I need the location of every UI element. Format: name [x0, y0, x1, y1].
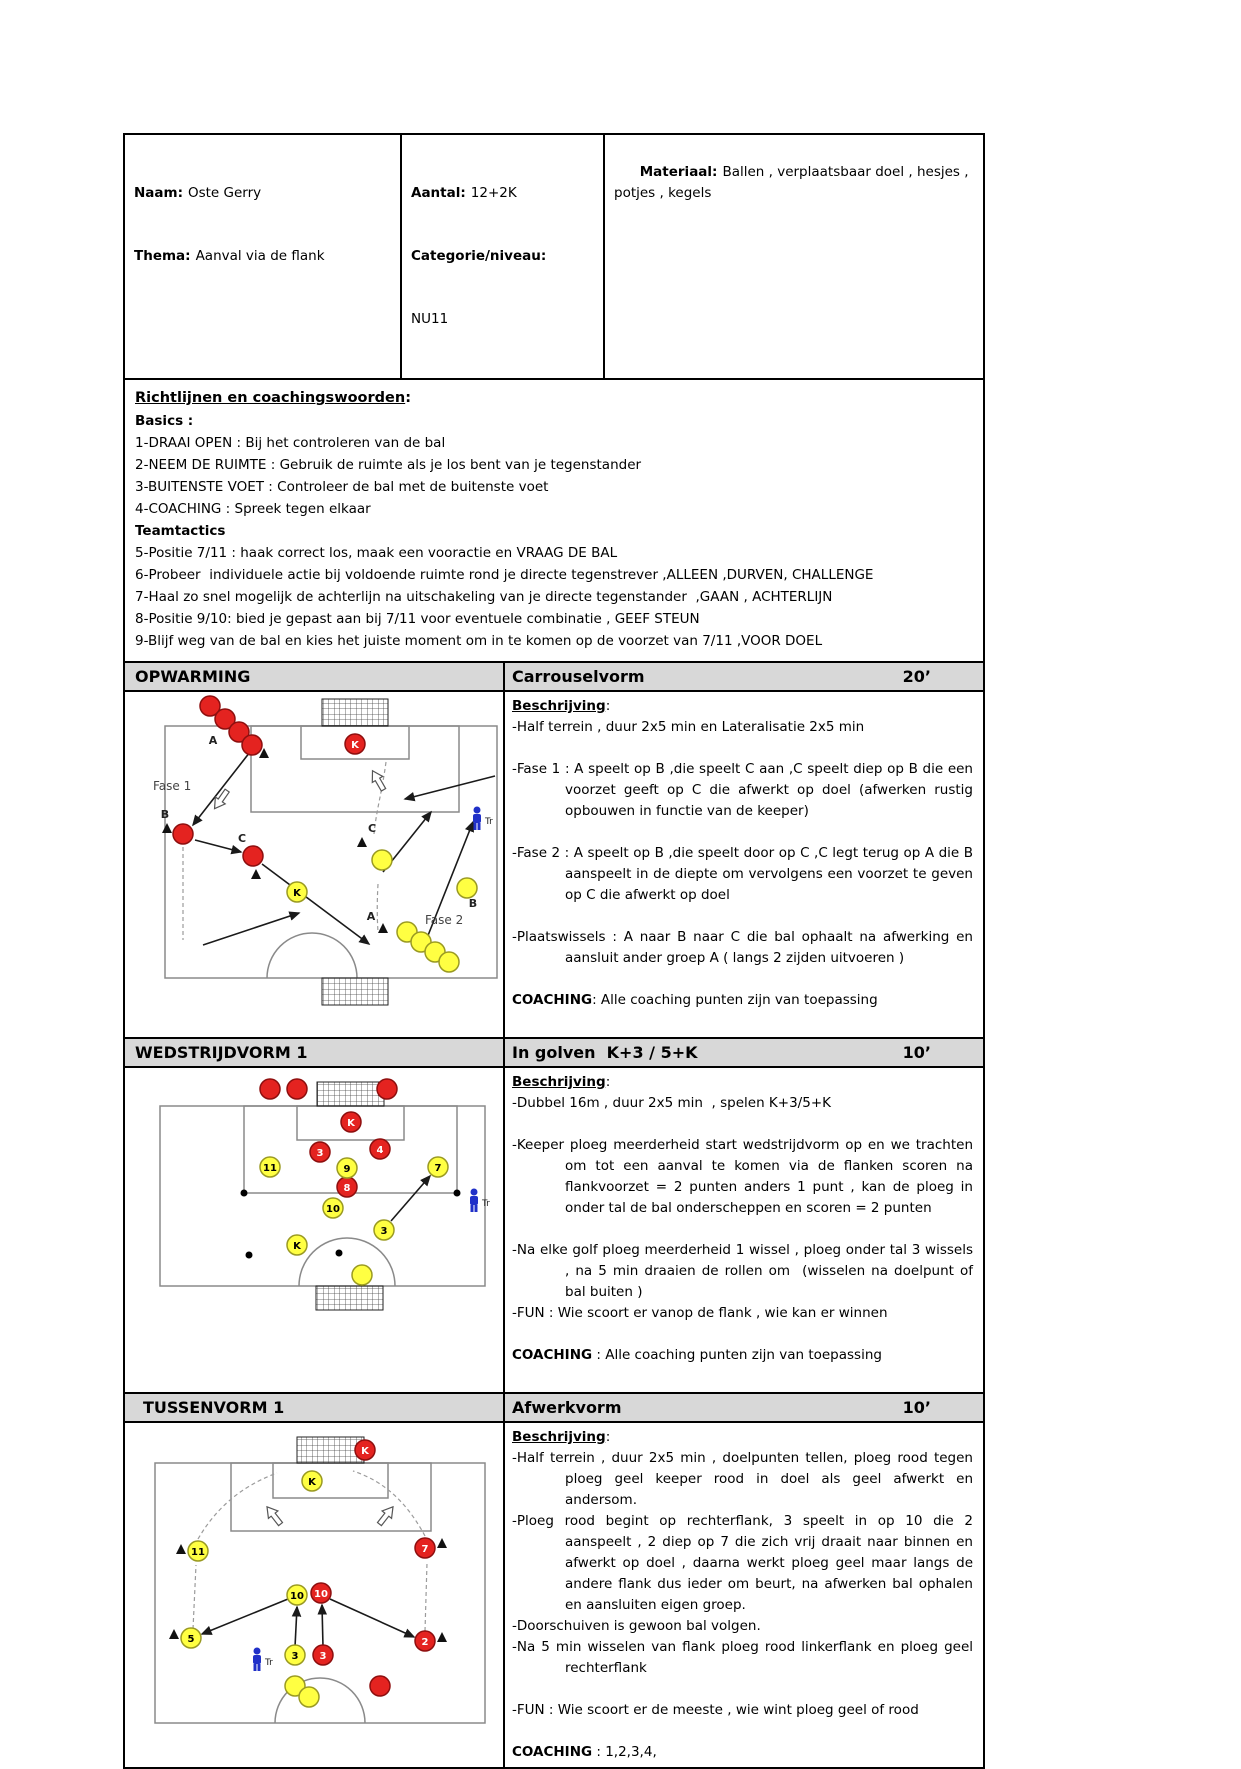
svg-text:3: 3: [291, 1651, 299, 1662]
yellow-players: [260, 1157, 448, 1285]
description-line: -Ploeg rood begint op rechterflank, 3 speelt in op 10 die 2 aanspeelt , 2 diep op 7 die zich vrij draait naar binnen en afwerkt op doel , daarna werkt ploeg geel maar langs de andere flank dus ieder om beurt, na afwerken bal ophalen en aansluiten eigen groep.: [512, 1513, 978, 1613]
yellow-players: [372, 850, 477, 972]
description-line: -Half terrein , duur 2x5 min , doelpunten tellen, ploeg rood tegen ploeg geel keeper rood in doel als geel afwerkt en andersom.: [512, 1450, 978, 1508]
teamtactics-label: Teamtactics: [135, 523, 226, 539]
description-line: -Fase 1 : A speelt op B ,die speelt C aan ,C speelt diep op B die een voorzet geeft op C die afwerkt op doel (afwerken rustig opbouwen in functie van de keeper): [512, 761, 978, 819]
richtlijnen-title: Richtlijnen en coachingswoorden:: [135, 390, 412, 406]
trainer-icon: [473, 807, 493, 831]
cones: [169, 1538, 447, 1642]
goal-bottom: [322, 978, 388, 1005]
thema-label: Thema:: [134, 248, 191, 264]
svg-text:2: 2: [421, 1637, 429, 1648]
aantal-value: 12+2K: [470, 185, 517, 201]
aantal-label: Aantal:: [411, 185, 466, 201]
svg-text:B: B: [160, 808, 170, 821]
exercise-duration: 10’: [902, 1043, 931, 1062]
svg-text:10: 10: [314, 1589, 328, 1600]
coaching-line: COACHING : Alle coaching punten zijn van toepassing: [512, 1347, 882, 1363]
description-wedstrijdvorm: [505, 1068, 983, 1392]
pitch-diagram-2: [125, 1068, 503, 1392]
player-red: [243, 846, 263, 866]
coaching-line: COACHING : 1,2,3,4,: [512, 1744, 657, 1760]
trainer-label: Tr: [265, 1658, 273, 1668]
header-cell-aantal-categorie: [402, 135, 605, 378]
svg-text:B: B: [468, 897, 478, 910]
keeper-label: K: [347, 1118, 355, 1129]
svg-text:7: 7: [421, 1544, 429, 1555]
thema-line: [134, 246, 391, 267]
svg-text:8: 8: [343, 1183, 351, 1194]
coaching-line: COACHING: Alle coaching punten zijn van toepassing: [512, 992, 878, 1008]
run-arrow-icon: [367, 768, 388, 793]
pass-arrow: [391, 1176, 430, 1221]
beschrijving-heading: Beschrijving:: [512, 698, 611, 714]
tactics-item: 7-Haal zo snel mogelijk de achterlijn na uitschakeling van je directe tegenstander ,GAAN , ACHTERLIJN: [135, 589, 833, 605]
svg-text:3: 3: [316, 1148, 324, 1159]
naam-value: Oste Gerry: [187, 185, 262, 201]
header-row: [125, 135, 983, 380]
description-line: -FUN : Wie scoort er vanop de flank , wie kan er winnen: [512, 1305, 888, 1321]
description-line: -Plaatswissels : A naar B naar C die bal ophaalt na afwerking en aansluit ander groep A ( langs 2 zijden uitvoeren ): [512, 929, 978, 966]
tactics-item: 6-Probeer individuele actie bij voldoende ruimte rond je directe tegenstrever ,ALLEEN ,DURVEN, CHALLENGE: [135, 567, 874, 583]
materiaal-label: Materiaal:: [639, 164, 718, 180]
svg-text:7: 7: [434, 1163, 442, 1174]
diagram-wedstrijdvorm: [125, 1068, 505, 1392]
svg-text:Fase 2: Fase 2: [425, 913, 464, 927]
richtlijnen-box: [125, 380, 983, 663]
description-line: -Fase 2 : A speelt op B ,die speelt door op C ,C legt terug op A die B aanspeelt in de diepte om vervolgens een voorzet te geven op C die afwerkt op doel: [512, 845, 978, 903]
goal-top: [322, 699, 388, 726]
svg-text:11: 11: [263, 1163, 277, 1174]
red-players: [311, 1538, 435, 1696]
basics-item: 2-NEEM DE RUIMTE : Gebruik de ruimte als je los bent van je tegenstander: [135, 457, 642, 473]
trainer-icon: [470, 1189, 490, 1213]
section-title: TUSSENVORM 1: [125, 1394, 505, 1421]
description-line: -Dubbel 16m , duur 2x5 min , spelen K+3/5+K: [512, 1095, 831, 1111]
svg-text:4: 4: [376, 1145, 384, 1156]
section-header-tussenvorm: [125, 1394, 983, 1423]
categorie-value: NU11: [411, 311, 449, 327]
goal-bottom: [316, 1286, 383, 1310]
pitch-diagram-1: [125, 692, 503, 1037]
svg-text:9: 9: [343, 1164, 351, 1175]
naam-line: [134, 183, 391, 204]
trainer-label: Tr: [485, 817, 493, 827]
pitch-lines: [165, 726, 497, 978]
description-line: -Doorschuiven is gewoon bal volgen.: [512, 1618, 761, 1634]
materiaal-value: Ballen , verplaatsbaar doel , hesjes , potjes , kegels: [614, 164, 973, 201]
goal-top: [317, 1082, 384, 1106]
player-red: [173, 824, 193, 844]
thema-value: Aanval via de flank: [195, 248, 325, 264]
section-body-opwarming: [125, 692, 983, 1039]
svg-text:5: 5: [187, 1634, 195, 1645]
keeper-label: K: [293, 1241, 301, 1252]
exercise-name: In golven K+3 / 5+K: [512, 1043, 698, 1062]
categorie-label: Categorie/niveau:: [411, 248, 547, 264]
section-body-tussenvorm: [125, 1423, 983, 1767]
beschrijving-heading: Beschrijving:: [512, 1429, 611, 1445]
zone-dots: [241, 1190, 461, 1259]
description-line: -Na elke golf ploeg meerderheid 1 wissel , ploeg onder tal 3 wissels , na 5 min draaien de rollen om (wisselen na doelpunt of bal buiten ): [512, 1242, 978, 1300]
trainer-label: Tr: [482, 1199, 490, 1209]
keeper-label: K: [308, 1477, 316, 1488]
beschrijving-heading: Beschrijving:: [512, 1074, 611, 1090]
exercise-duration: 10’: [902, 1398, 931, 1417]
header-cell-naam-thema: [125, 135, 402, 378]
section-title: OPWARMING: [125, 663, 505, 690]
section-body-wedstrijdvorm: [125, 1068, 983, 1394]
section-exercise-row: [505, 1039, 983, 1066]
description-opwarming: [505, 692, 983, 1037]
section-header-opwarming: [125, 663, 983, 692]
description-line: -Na 5 min wisselen van flank ploeg rood linkerflank en ploeg geel rechterflank: [512, 1639, 978, 1676]
naam-label: Naam:: [134, 185, 183, 201]
position-labels: [153, 734, 477, 927]
goal-top: [297, 1437, 364, 1463]
svg-text:3: 3: [319, 1651, 327, 1662]
pitch-lines: [160, 1106, 485, 1286]
svg-text:C: C: [367, 822, 377, 835]
section-exercise-row: [505, 1394, 983, 1421]
basics-item: 4-COACHING : Spreek tegen elkaar: [135, 501, 371, 517]
description-line: -Half terrein , duur 2x5 min en Lateralisatie 2x5 min: [512, 719, 865, 735]
keeper-label: K: [293, 888, 301, 899]
svg-text:10: 10: [290, 1591, 304, 1602]
keeper-label: K: [351, 740, 359, 751]
description-tussenvorm: [505, 1423, 983, 1767]
run-arrow-icon: [375, 1503, 398, 1528]
svg-text:A: A: [366, 910, 376, 923]
exercise-name: Afwerkvorm: [512, 1398, 622, 1417]
description-line: -FUN : Wie scoort er de meeste , wie wint ploeg geel of rood: [512, 1702, 919, 1718]
tactics-item: 5-Positie 7/11 : haak correct los, maak een vooractie en VRAAG DE BAL: [135, 545, 618, 561]
document-table: [123, 133, 985, 1769]
exercise-name: Carrouselvorm: [512, 667, 645, 686]
keeper-label: K: [361, 1446, 369, 1457]
diagram-opwarming: [125, 692, 505, 1037]
section-exercise-row: [505, 663, 983, 690]
description-line: -Keeper ploeg meerderheid start wedstrijdvorm op en we trachten om tot een aanval te komen via de flanken scoren na flankvoorzet = 2 punten anders 1 punt , kan de ploeg in onder tal de bal onderscheppen en scoren = 2 punten: [512, 1137, 978, 1216]
yellow-players: [181, 1541, 319, 1707]
section-header-wedstrijdvorm: [125, 1039, 983, 1068]
exercise-duration: 20’: [902, 667, 931, 686]
svg-text:11: 11: [191, 1547, 205, 1558]
basics-item: 1-DRAAI OPEN : Bij het controleren van de bal: [135, 435, 446, 451]
pitch-diagram-3: [125, 1423, 503, 1767]
run-arrow-icon: [262, 1503, 285, 1528]
header-cell-materiaal: [605, 135, 983, 378]
section-title: WEDSTRIJDVORM 1: [125, 1039, 505, 1066]
basics-label: Basics :: [135, 413, 194, 429]
tactics-item: 9-Blijf weg van de bal en kies het juiste moment om in te komen op de voorzet van 7/11 ,VOOR DOEL: [135, 633, 823, 649]
svg-text:3: 3: [380, 1226, 388, 1237]
basics-item: 3-BUITENSTE VOET : Controleer de bal met de buitenste voet: [135, 479, 549, 495]
tactics-item: 8-Positie 9/10: bied je gepast aan bij 7/11 voor eventuele combinatie , GEEF STEUN: [135, 611, 700, 627]
trainer-icon: [253, 1648, 273, 1672]
svg-text:C: C: [237, 832, 247, 845]
svg-text:Fase 1: Fase 1: [153, 779, 192, 793]
svg-text:10: 10: [326, 1204, 340, 1215]
aantal-line: [411, 183, 594, 204]
diagram-tussenvorm: [125, 1423, 505, 1767]
svg-text:A: A: [208, 734, 218, 747]
